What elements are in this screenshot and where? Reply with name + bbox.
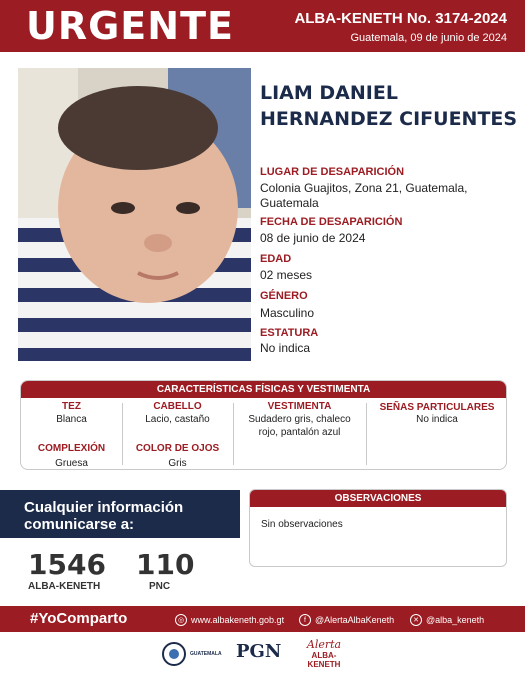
pgn-logo: PGN [236, 641, 282, 662]
website-link[interactable] [175, 614, 284, 626]
footer-band [0, 606, 525, 632]
x-link[interactable] [410, 614, 484, 626]
phone-number-pnc: 110 [136, 548, 195, 581]
baby-photo-illustration [18, 68, 251, 361]
value-hair: Lacio, castaño [145, 414, 210, 425]
value-disappearance-date: 08 de junio de 2024 [260, 231, 366, 245]
person-name [260, 80, 517, 132]
person-name-line2: HERNANDEZ CIFUENTES [260, 108, 518, 130]
globe-icon: ◎ [175, 614, 187, 626]
observations-panel [249, 489, 507, 567]
label-gender: GÉNERO [260, 290, 308, 302]
value-disappearance-place [260, 181, 500, 211]
contact-banner [0, 490, 240, 538]
label-hair: CABELLO [153, 401, 202, 412]
label-clothing: VESTIMENTA [267, 401, 332, 412]
value-age: 02 meses [260, 268, 313, 282]
gov-logo-text: GUATEMALA [190, 651, 222, 657]
label-disappearance-date: FECHA DE DESAPARICIÓN [260, 216, 403, 228]
case-number: ALBA-KENETH No. 3174-2024 [294, 10, 507, 27]
phone-label-alba-keneth: ALBA-KENETH [28, 581, 101, 592]
hashtag: #YoComparto [30, 610, 128, 627]
label-eye-color: COLOR DE OJOS [135, 443, 220, 454]
label-skin-tone: TEZ [62, 401, 81, 412]
website-text: www.albakeneth.gob.gt [191, 615, 285, 625]
value-disappearance-place-line2: Guatemala [260, 196, 319, 210]
guatemala-government-logo [162, 640, 222, 668]
alerta-logo-line2: ALBA-KENETH [307, 651, 341, 669]
label-height: ESTATURA [260, 327, 319, 339]
header-band [0, 0, 525, 52]
x-text: @alba_keneth [426, 615, 485, 625]
label-distinguishing-marks: SEÑAS PARTICULARES [379, 402, 495, 413]
value-eye-color: Gris [168, 458, 187, 469]
label-age: EDAD [260, 253, 292, 265]
alerta-alba-keneth-logo [296, 638, 352, 668]
value-distinguishing-marks: No indica [416, 414, 458, 425]
phone-number-alba-keneth: 1546 [28, 548, 106, 581]
characteristics-title: CARACTERÍSTICAS FÍSICAS Y VESTIMENTA [21, 381, 506, 398]
urgent-title: URGENTE [26, 4, 234, 48]
facebook-text: @AlertaAlbaKeneth [315, 615, 395, 625]
contact-line2: comunicarse a: [24, 516, 135, 533]
observations-text: Sin observaciones [261, 519, 343, 530]
value-clothing-line1: Sudadero gris, chaleco [248, 414, 351, 425]
value-clothing-line2: rojo, pantalón azul [258, 427, 341, 438]
value-height: No indica [260, 341, 311, 355]
label-disappearance-place: LUGAR DE DESAPARICIÓN [260, 166, 405, 178]
facebook-link[interactable] [299, 614, 394, 626]
person-name-line1: LIAM DANIEL [260, 82, 398, 104]
value-clothing [233, 413, 366, 439]
phone-label-pnc: PNC [149, 581, 171, 592]
observations-title: OBSERVACIONES [250, 490, 506, 507]
missing-person-photo [18, 68, 251, 361]
contact-line1: Cualquier información [24, 499, 184, 516]
value-build: Gruesa [55, 458, 88, 469]
x-icon: ✕ [410, 614, 422, 626]
value-skin-tone: Blanca [56, 414, 87, 425]
characteristics-panel [20, 380, 507, 470]
label-build: COMPLEXIÓN [37, 443, 106, 454]
place-date: Guatemala, 09 de junio de 2024 [350, 32, 507, 44]
alerta-logo-line1: Alerta [306, 638, 342, 651]
value-gender: Masculino [260, 306, 315, 320]
value-disappearance-place-line1: Colonia Guajitos, Zona 21, Guatemala, [260, 181, 468, 195]
facebook-icon: f [299, 614, 311, 626]
